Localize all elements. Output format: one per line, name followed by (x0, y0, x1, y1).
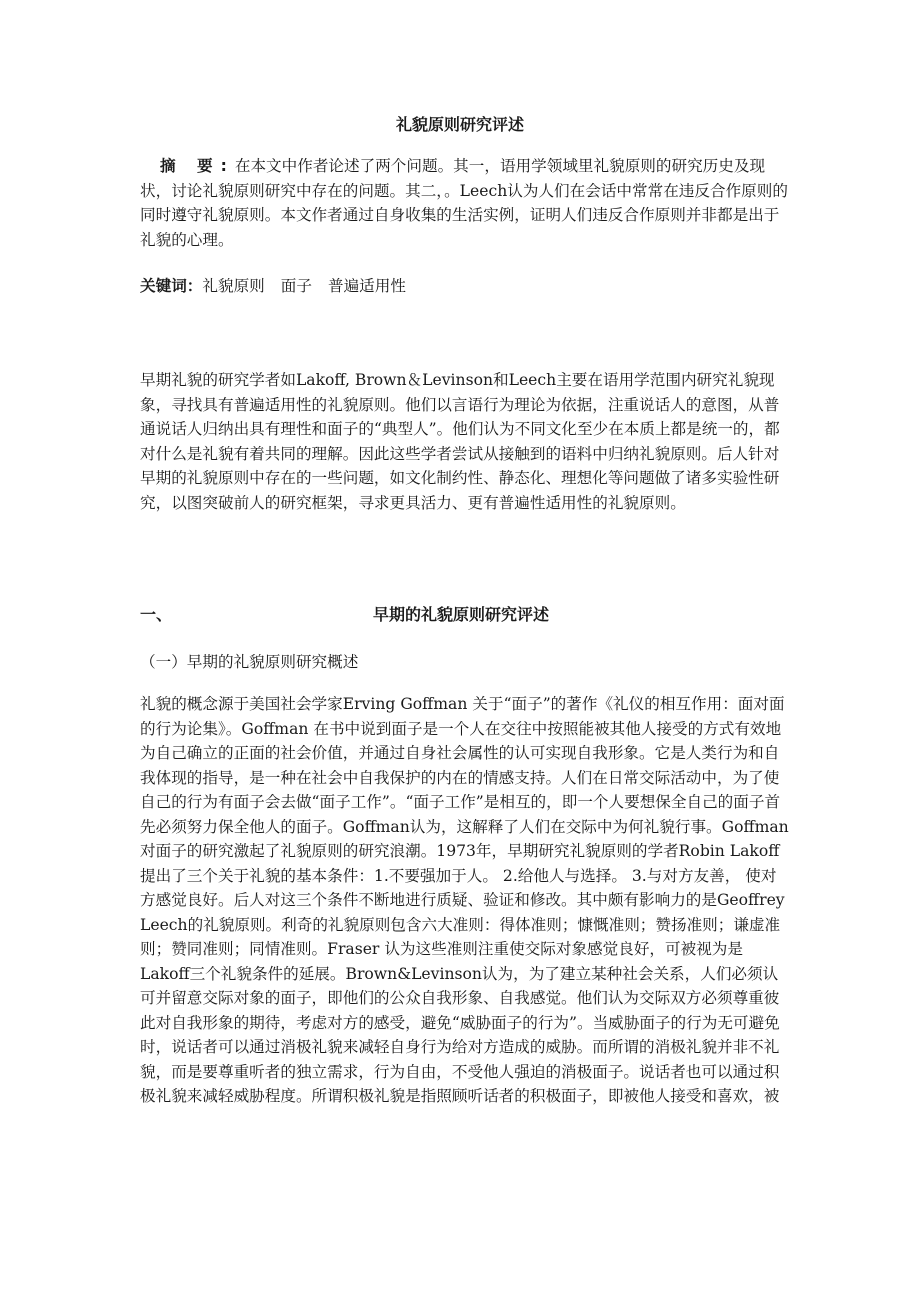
keyword-item: 面子 (280, 277, 312, 295)
keyword-item: 普遍适用性 (327, 277, 406, 295)
document-title: 礼貌原则研究评述 (395, 115, 524, 134)
section-title: 早期的礼貌原则研究评述 (373, 605, 550, 624)
keywords-label: 关键词： (140, 277, 203, 295)
abstract-text: 在本文中作者论述了两个问题。其一，语用学领域里礼貌原则的研究历史及现状，讨论礼貌原则研究中存在的问题。其二，。Leech认为人们在会话中常常在违反合作原则的同时遵守礼貌原则。本文作者通过自身收集的生活实例，证明人们违反合作原则并非都是出于礼貌的心理。 (140, 157, 788, 249)
abstract-label: 摘 要: (160, 157, 235, 175)
keywords-line (140, 274, 790, 299)
section-number: 一、 (140, 605, 173, 624)
body-paragraph: 礼貌的概念源于美国社会学家Erving Goffman 关于“面子”的著作《礼仪的相互作用：面对面的行为论集》。Goffman 在书中说到面子是一个人在交往中按照能被其他人接受的方式有效地为自己确立的正面的社会价值，并通过自身社会属性的认可实现自我形象。它是人类行为和自我体现的指导，是一种在社会中自我保护的内在的情感支持。人们在日常交际活动中，为了使自己的行为有面子会去做“面子工作”。“面子工作”是相互的，即一个人要想保全自己的面子首先必须努力保全他人的面子。Goffman认为，这解释了人们在交际中为何礼貌行事。Goffman对面子的研究激起了礼貌原则的研究浪潮。1973年，早期研究礼貌原则的学者Robin Lakoff提出了三个关于礼貌的基本条件：1.不要强加于人。 2.给他人与选择。 3.与对方友善， 使对方感觉良好。后人对这三个条件不断地进行质疑、验证和修改。其中颇有影响力的是Geoffrey Leech的礼貌原则。利奇的礼貌原则包含六大准则：得体准则；慷慨准则；赞扬准则；谦虚准则；赞同准则；同情准则。Fraser 认为这些准则注重使交际对象感觉良好，可被视为是Lakoff三个礼貌条件的延展。Brown&Levinson认为，为了建立某种社会关系，人们必须认可并留意交际对象的面子，即他们的公众自我形象、自我感觉。他们认为交际双方必须尊重彼此对自我形象的期待，考虑对方的感受，避免“威胁面子的行为”。当威胁面子的行为无可避免时，说话者可以通过消极礼貌来减轻自身行为给对方造成的威胁。而所谓的消极礼貌并非不礼貌，而是要尊重听者的独立需求，行为自由，不受他人强迫的消极面子。说话者也可以通过积极礼貌来减轻威胁程度。所谓积极礼貌是指照顾听话者的积极面子，即被他人接受和喜欢，被 (140, 695, 789, 1105)
intro-paragraph: 早期礼貌的研究学者如Lakoff, Brown＆Levinson和Leech主要在语用学范围内研究礼貌现象，寻找具有普遍适用性的礼貌原则。他们以言语行为理论为依据，注重说话人的意图，从普通说话人归纳出具有理性和面子的“典型人”。他们认为不同文化至少在本质上都是统一的，都对什么是礼貌有着共同的理解。因此这些学者尝试从接触到的语料中归纳礼貌原则。后人针对早期的礼貌原则中存在的一些问题，如文化制约性、静态化、理想化等问题做了诸多实验性研究，以图突破前人的研究框架，寻求更具活力、更有普遍性适用性的礼貌原则。 (140, 371, 780, 512)
abstract-paragraph (140, 154, 790, 252)
subsection-heading: （一）早期的礼貌原则研究概述 (140, 653, 359, 671)
keyword-item: 礼貌原则 (202, 277, 265, 295)
